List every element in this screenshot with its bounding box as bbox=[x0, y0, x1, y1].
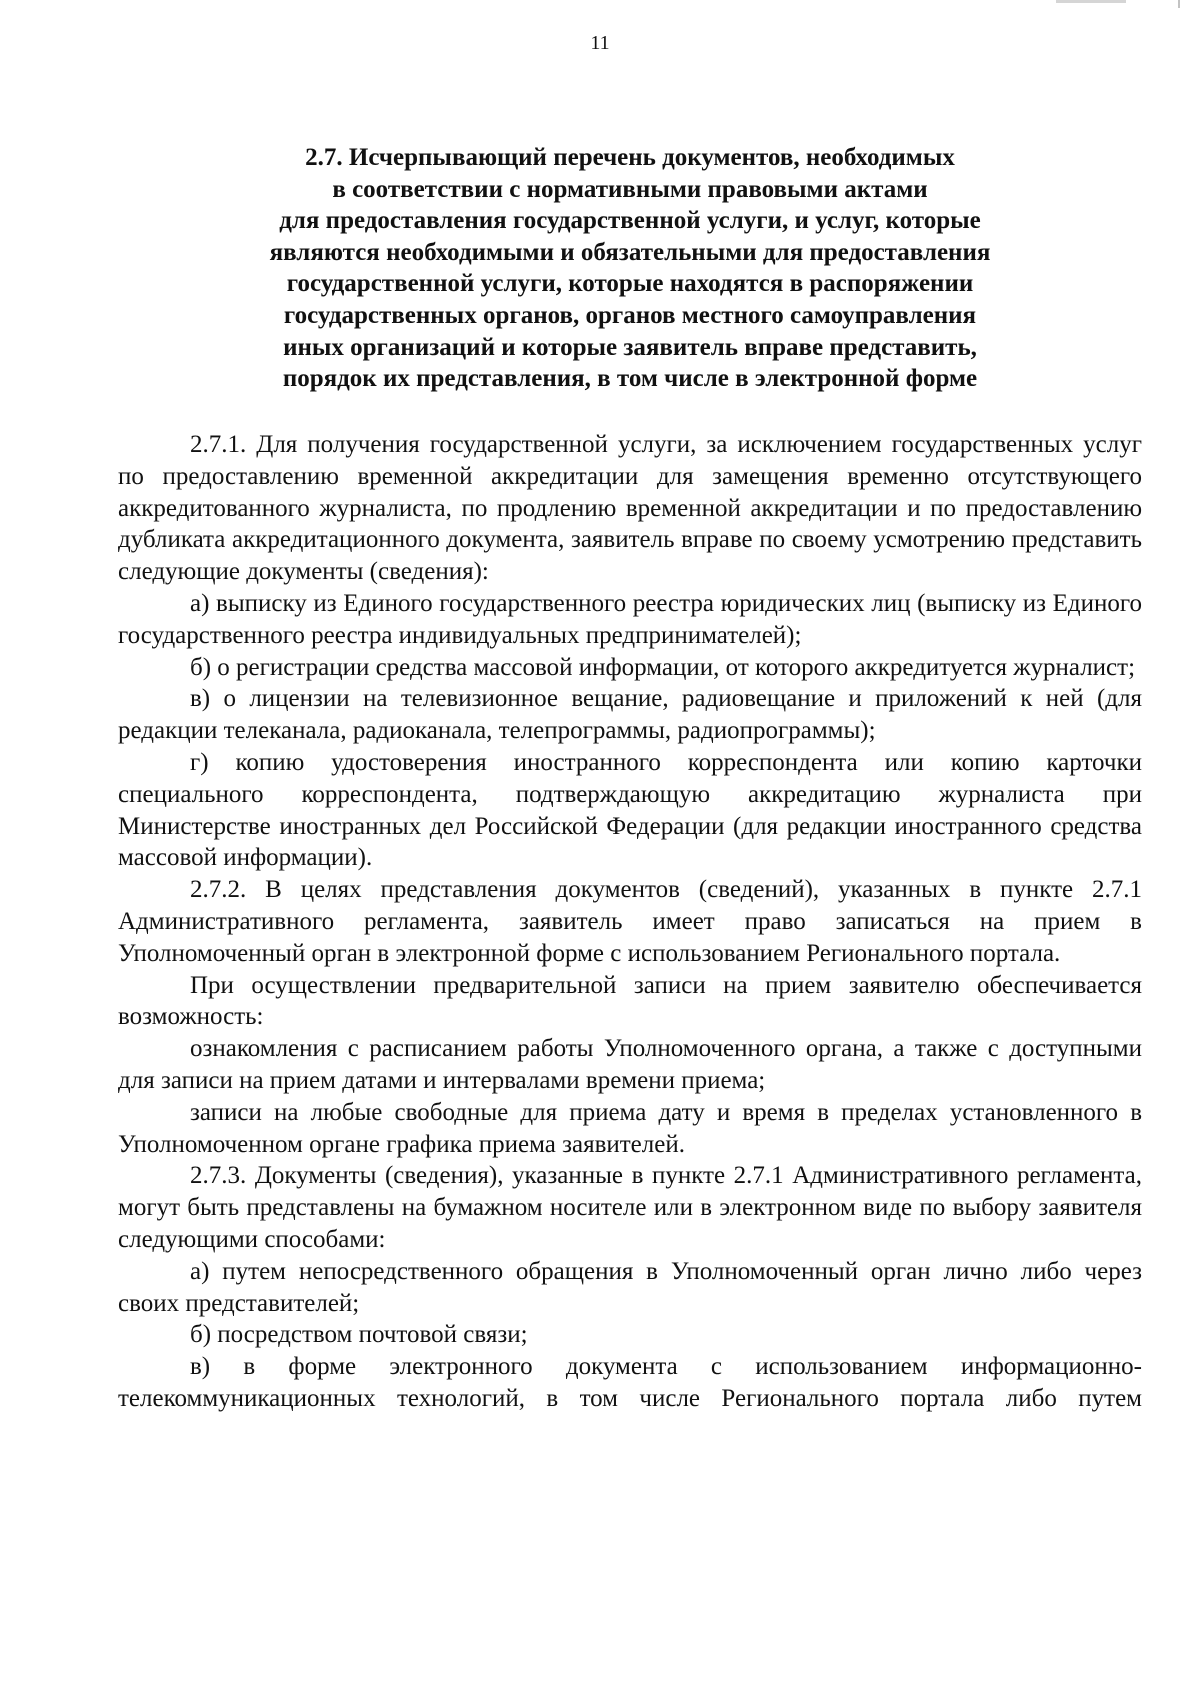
method-item-v-electronic: в) в форме электронного документа с использованием информационно-телекоммуникационных технологий, в том числе Регионального портала либо путем bbox=[118, 1353, 1142, 1412]
paragraph-2-7-2: 2.7.2. В целях представления документов (сведений), указанных в пункте 2.7.1 Административного регламента, заявитель имеет право записаться на прием в Уполномоченный орган в электронной форме с использованием Регионального портала. bbox=[118, 876, 1142, 967]
paragraph-2-7-3: 2.7.3. Документы (сведения), указанные в пункте 2.7.1 Административного регламента, могут быть представлены на бумажном носителе или в электронном виде по выбору заявителя следующими способами: bbox=[118, 1162, 1142, 1253]
method-item-b-post: б) посредством почтовой связи; bbox=[190, 1321, 528, 1349]
paragraph-2-7-1: 2.7.1. Для получения государственной услуги, за исключением государственных услуг по предоставлению временной аккредитации для замещения временно отсутствующего аккредитованного журналиста, по продлению временной аккредитации и по предоставлению дубликата аккредитационного документа, заявитель вправе по своему усмотрению представить следующие документы (сведения): bbox=[118, 431, 1142, 586]
list-item-g-certificate: г) копию удостоверения иностранного корреспондента или копию карточки специального корреспондента, подтверждающую аккредитацию журналиста при Министерстве иностранных дел Российской Федерации (для редакции иностранного средства массовой информации). bbox=[118, 748, 1142, 872]
paragraph-pre-booking: При осуществлении предварительной записи на прием заявителю обеспечивается возможность: bbox=[118, 971, 1142, 1031]
heading-line: являются необходимыми и обязательными для предоставления bbox=[269, 238, 991, 266]
heading-line: для предоставления государственной услуги, и услуг, которые bbox=[279, 207, 981, 235]
heading-line: в соответствии с нормативными правовыми актами bbox=[332, 175, 928, 203]
paragraph-schedule: ознакомления с расписанием работы Уполномоченного органа, а также с доступными для записи на прием датами и интервалами времени приема; bbox=[118, 1035, 1142, 1094]
list-item-a-extract: а) выписку из Единого государственного реестра юридических лиц (выписку из Единого государственного реестра индивидуальных предпринимателей); bbox=[118, 589, 1142, 649]
section-heading bbox=[150, 142, 1110, 395]
page-number: 11 bbox=[590, 32, 610, 54]
list-item-v-license: в) о лицензии на телевизионное вещание, радиовещание и приложений к ней (для редакции телеканала, радиоканала, телепрограммы, радиопрограммы); bbox=[118, 685, 1142, 745]
paragraph-booking-slot: записи на любые свободные для приема дату и время в пределах установленного в Уполномоченном органе графика приема заявителей. bbox=[118, 1098, 1142, 1158]
heading-line: 2.7. Исчерпывающий перечень документов, необходимых bbox=[305, 144, 955, 171]
heading-line: государственных органов, органов местного самоуправления bbox=[283, 301, 977, 329]
heading-line: государственной услуги, которые находятся в распоряжении bbox=[286, 270, 974, 298]
heading-line: иных организаций и которые заявитель вправе представить, bbox=[283, 333, 977, 361]
scan-artifact bbox=[1056, 0, 1126, 3]
heading-line: порядок их представления, в том числе в электронной форме bbox=[282, 365, 978, 393]
document-body bbox=[118, 429, 1142, 1415]
list-item-b-registration: б) о регистрации средства массовой информации, от которого аккредитуется журналист; bbox=[190, 653, 1136, 681]
method-item-a-in-person: а) путем непосредственного обращения в Уполномоченный орган лично либо через своих представителей; bbox=[118, 1257, 1142, 1317]
scan-artifact bbox=[1178, 0, 1180, 8]
